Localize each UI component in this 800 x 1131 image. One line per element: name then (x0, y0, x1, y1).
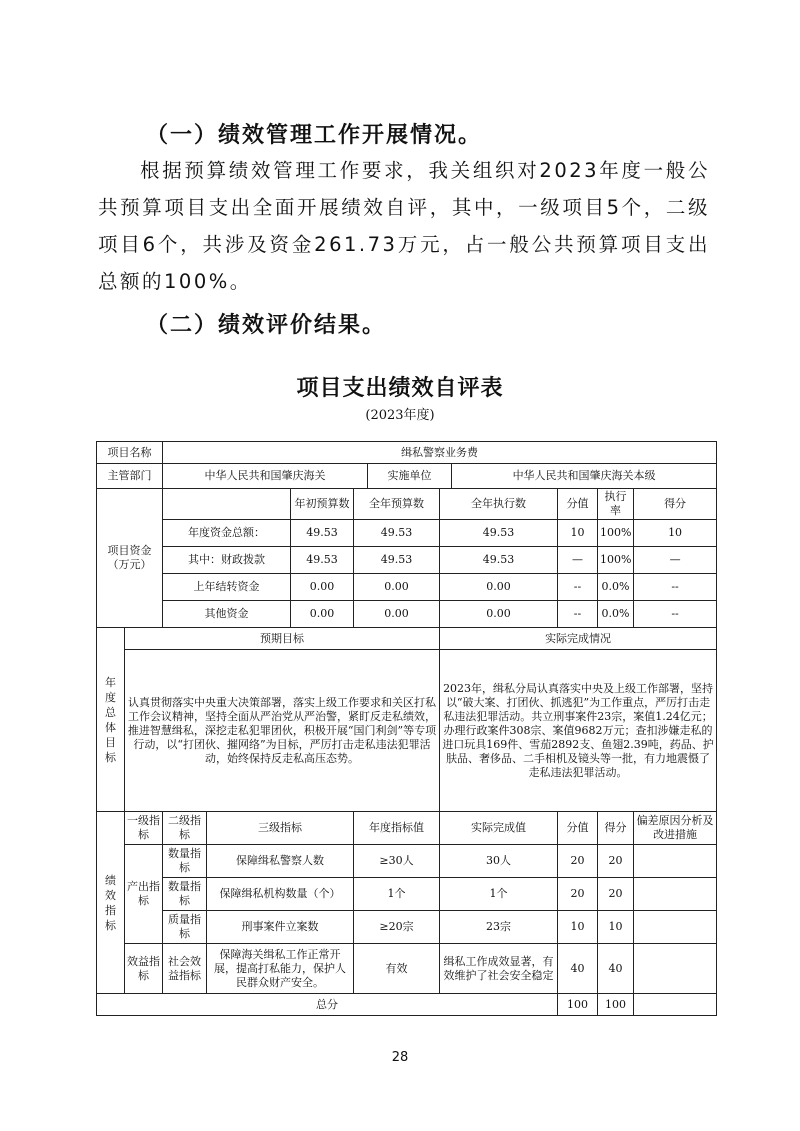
indicators-label-cell (97, 812, 125, 994)
col-header: 分值 (558, 812, 598, 845)
fund-initial: 49.53 (291, 547, 354, 574)
section-heading-1: （一）绩效管理工作开展情况。 (146, 123, 483, 148)
level2-indicator: 数量指标 (163, 845, 207, 878)
fund-row-name: 上年结转资金 (163, 574, 291, 601)
table-row (97, 628, 717, 650)
impl-unit-value: 中华人民共和国肇庆海关本级 (452, 464, 717, 489)
col-header: 全年执行数 (440, 489, 558, 520)
indicator-score-value: 10 (558, 911, 598, 944)
page-number: 28 (391, 1050, 409, 1065)
col-header: 一级指标 (125, 812, 163, 845)
expected-goal-header: 预期目标 (125, 628, 440, 650)
actual-goal-header: 实际完成情况 (440, 628, 717, 650)
col-header: 三级指标 (207, 812, 354, 845)
fund-annual: 49.53 (354, 547, 440, 574)
indicator-note (634, 944, 717, 994)
fund-rate: 100% (598, 520, 634, 547)
body-paragraph: 根据预算绩效管理工作要求，我关组织对2023年度一般公共预算项目支出全面开展绩效自评，其中，一级项目5个，二级项目6个，共涉及资金261.73万元，占一般公共预算项目支出总额的100%。 (98, 159, 710, 293)
table-row (97, 442, 717, 464)
fund-annual: 0.00 (354, 574, 440, 601)
table-year: (2023年度) (365, 408, 435, 423)
indicator-score-value: 20 (558, 878, 598, 911)
level2-indicator: 社会效益指标 (163, 944, 207, 994)
fund-score-value: -- (558, 601, 598, 628)
table-row (97, 878, 717, 911)
table-row (97, 994, 717, 1016)
col-header: 实际完成值 (440, 812, 558, 845)
expected-goal-text: 认真贯彻落实中央重大决策部署，落实上级工作要求和关区打私工作会议精神，坚持全面从严治党从严治警，紧盯反走私绩效，推进智慧缉私，深挖走私犯罪团伙，积极开展“国门利剑”等专项行动，以“打团伙、摧网络”为目标，严厉打击走私违法犯罪活动，始终保持反走私高压态势。 (125, 650, 440, 812)
table-row (97, 489, 717, 520)
fund-score-value: — (558, 547, 598, 574)
fund-initial: 0.00 (291, 601, 354, 628)
indicator-score: 20 (598, 878, 634, 911)
indicator-score: 40 (598, 944, 634, 994)
fund-executed: 49.53 (440, 547, 558, 574)
level2-indicator: 数量指标 (163, 878, 207, 911)
level3-indicator: 保障海关缉私工作正常开展，提高打私能力，保护人民群众财产安全。 (207, 944, 354, 994)
blank-cell (163, 489, 291, 520)
fund-row-name: 年度资金总额： (163, 520, 291, 547)
indicator-target: 有效 (354, 944, 440, 994)
table-row (97, 944, 717, 994)
indicator-actual: 1个 (440, 878, 558, 911)
indicator-actual: 30人 (440, 845, 558, 878)
fund-score: -- (634, 574, 717, 601)
fund-row-name: 其中：财政拨款 (163, 547, 291, 574)
col-header: 全年预算数 (354, 489, 440, 520)
fund-annual: 49.53 (354, 520, 440, 547)
goals-label-cell (97, 628, 125, 812)
total-label: 总分 (97, 994, 558, 1016)
col-header: 得分 (598, 812, 634, 845)
fund-annual: 0.00 (354, 601, 440, 628)
table-row (97, 547, 717, 574)
goals-label: 年度总体目标 (105, 675, 116, 764)
fund-score: 10 (634, 520, 717, 547)
dept-value: 中华人民共和国肇庆海关 (163, 464, 368, 489)
fund-executed: 49.53 (440, 520, 558, 547)
fund-executed: 0.00 (440, 601, 558, 628)
col-header: 二级指标 (163, 812, 207, 845)
col-header: 得分 (634, 489, 717, 520)
fund-executed: 0.00 (440, 574, 558, 601)
indicator-actual: 缉私工作成效显著，有效维护了社会安全稳定 (440, 944, 558, 994)
indicator-score-value: 20 (558, 845, 598, 878)
level3-indicator: 保障缉私警察人数 (207, 845, 354, 878)
col-header: 偏差原因分析及改进措施 (634, 812, 717, 845)
table-row (97, 601, 717, 628)
actual-goal-text: 2023年，缉私分局认真落实中央及上级工作部署，坚持以“破大案、打团伙、抓逃犯”为工作重点，严厉打击走私违法犯罪活动。共立刑事案件23宗，案值1.24亿元；办理行政案件308宗、案值9682万元；查扣涉嫌走私的进口玩具169件、雪茄2892支、鱼翅2.39吨，药品、护肤品、奢侈品、二手相机及镜头等一批，有力地震慑了走私违法犯罪活动。 (440, 650, 717, 812)
indicator-target: ≥20宗 (354, 911, 440, 944)
indicators-label: 绩效指标 (105, 873, 116, 932)
fund-row-name: 其他资金 (163, 601, 291, 628)
table-row (97, 845, 717, 878)
project-name-label: 项目名称 (97, 442, 163, 464)
col-header: 年初预算数 (291, 489, 354, 520)
fund-rate: 0.0% (598, 574, 634, 601)
col-header: 年度指标值 (354, 812, 440, 845)
col-header: 分值 (558, 489, 598, 520)
impl-unit-label: 实施单位 (368, 464, 452, 489)
table-row (97, 464, 717, 489)
indicator-note (634, 911, 717, 944)
col-header: 执行率 (598, 489, 634, 520)
indicator-score: 10 (598, 911, 634, 944)
total-score-value: 100 (558, 994, 598, 1016)
funds-label: 项目资金（万元） (97, 489, 163, 628)
fund-score-value: -- (558, 574, 598, 601)
output-label: 产出指标 (125, 845, 163, 944)
level3-indicator: 保障缉私机构数量（个） (207, 878, 354, 911)
table-row (97, 911, 717, 944)
level2-indicator: 质量指标 (163, 911, 207, 944)
level3-indicator: 刑事案件立案数 (207, 911, 354, 944)
fund-score: -- (634, 601, 717, 628)
indicator-target: 1个 (354, 878, 440, 911)
table-row (97, 650, 717, 812)
total-score: 100 (598, 994, 634, 1016)
indicator-note (634, 878, 717, 911)
performance-table (96, 441, 717, 1016)
indicator-note (634, 845, 717, 878)
fund-rate: 100% (598, 547, 634, 574)
indicator-actual: 23宗 (440, 911, 558, 944)
table-title: 项目支出绩效自评表 (296, 376, 504, 401)
fund-score-value: 10 (558, 520, 598, 547)
fund-initial: 49.53 (291, 520, 354, 547)
indicator-score-value: 40 (558, 944, 598, 994)
fund-rate: 0.0% (598, 601, 634, 628)
total-note (634, 994, 717, 1016)
dept-label: 主管部门 (97, 464, 163, 489)
fund-initial: 0.00 (291, 574, 354, 601)
project-name-value: 缉私警察业务费 (163, 442, 717, 464)
section-heading-2: （二）绩效评价结果。 (146, 313, 387, 338)
indicator-target: ≥30人 (354, 845, 440, 878)
table-row (97, 812, 717, 845)
table-row (97, 574, 717, 601)
benefit-label: 效益指标 (125, 944, 163, 994)
indicator-score: 20 (598, 845, 634, 878)
fund-score: — (634, 547, 717, 574)
table-row (97, 520, 717, 547)
